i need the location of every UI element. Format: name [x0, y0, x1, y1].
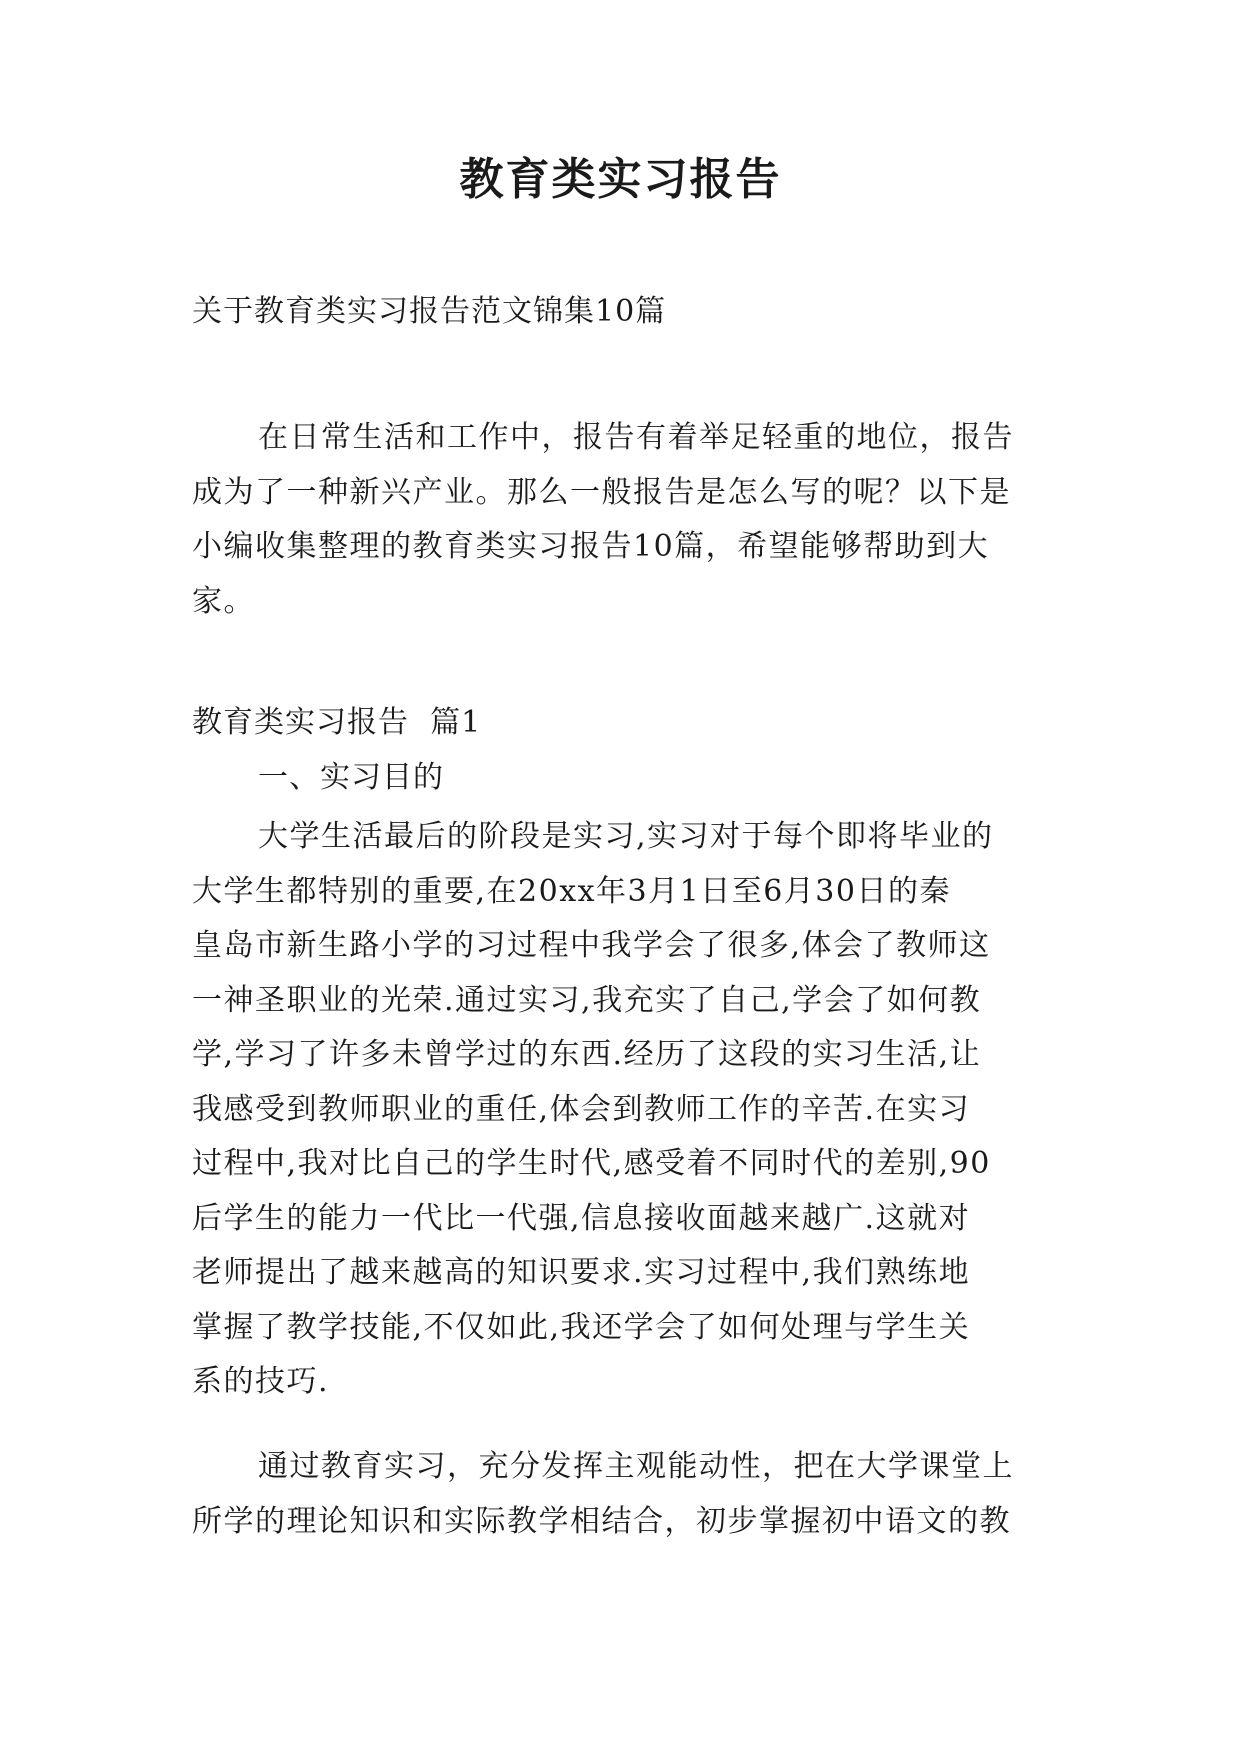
- intro-paragraph: [192, 411, 1058, 629]
- document-subtitle: 关于教育类实习报告范文锦集10篇: [192, 294, 667, 329]
- paragraph-line: 系的技巧.: [192, 1364, 330, 1399]
- document-title: 教育类实习报告: [459, 154, 782, 205]
- paragraph-line: 大学生都特别的重要,在20xx年3月1日至6月30日的秦: [192, 873, 951, 909]
- paragraph-line: 皇岛市新生路小学的习过程中我学会了很多,体会了教师这: [192, 928, 991, 963]
- paragraph-line: 大学生活最后的阶段是实习,实习对于每个即将毕业的: [258, 819, 994, 854]
- intro-line: 成为了一种新兴产业。那么一般报告是怎么写的呢？以下是: [192, 474, 1011, 510]
- body-paragraph-1: [192, 810, 1058, 1410]
- body-paragraph-2: [192, 1440, 1058, 1549]
- section-heading: 一、实习目的: [258, 760, 444, 795]
- paragraph-line: 过程中,我对比自己的学生时代,感受着不同时代的差别,90: [192, 1146, 991, 1181]
- paragraph-line: 一神圣职业的光荣.通过实习,我充实了自己,学会了如何教: [192, 982, 982, 1018]
- intro-line: 小编收集整理的教育类实习报告10篇，希望能够帮助到大: [192, 529, 990, 564]
- paragraph-line: 学,学习了许多未曾学过的东西.经历了这段的实习生活,让: [192, 1037, 982, 1072]
- paragraph-line: 所学的理论知识和实际教学相结合，初步掌握初中语文的教: [192, 1503, 1011, 1539]
- paragraph-line: 后学生的能力一代比一代强,信息接收面越来越广.这就对: [192, 1200, 971, 1236]
- intro-line: 在日常生活和工作中，报告有着举足轻重的地位，报告: [258, 420, 1014, 455]
- paragraph-line: 通过教育实习，充分发挥主观能动性，把在大学课堂上: [258, 1449, 1014, 1484]
- paragraph-line: 掌握了教学技能,不仅如此,我还学会了如何处理与学生关: [192, 1309, 971, 1345]
- intro-line: 家。: [192, 583, 255, 619]
- article-heading: 教育类实习报告 篇1: [192, 705, 482, 740]
- paragraph-line: 老师提出了越来越高的知识要求.实习过程中,我们熟练地: [192, 1255, 971, 1290]
- paragraph-line: 我感受到教师职业的重任,体会到教师工作的辛苦.在实习: [192, 1091, 971, 1127]
